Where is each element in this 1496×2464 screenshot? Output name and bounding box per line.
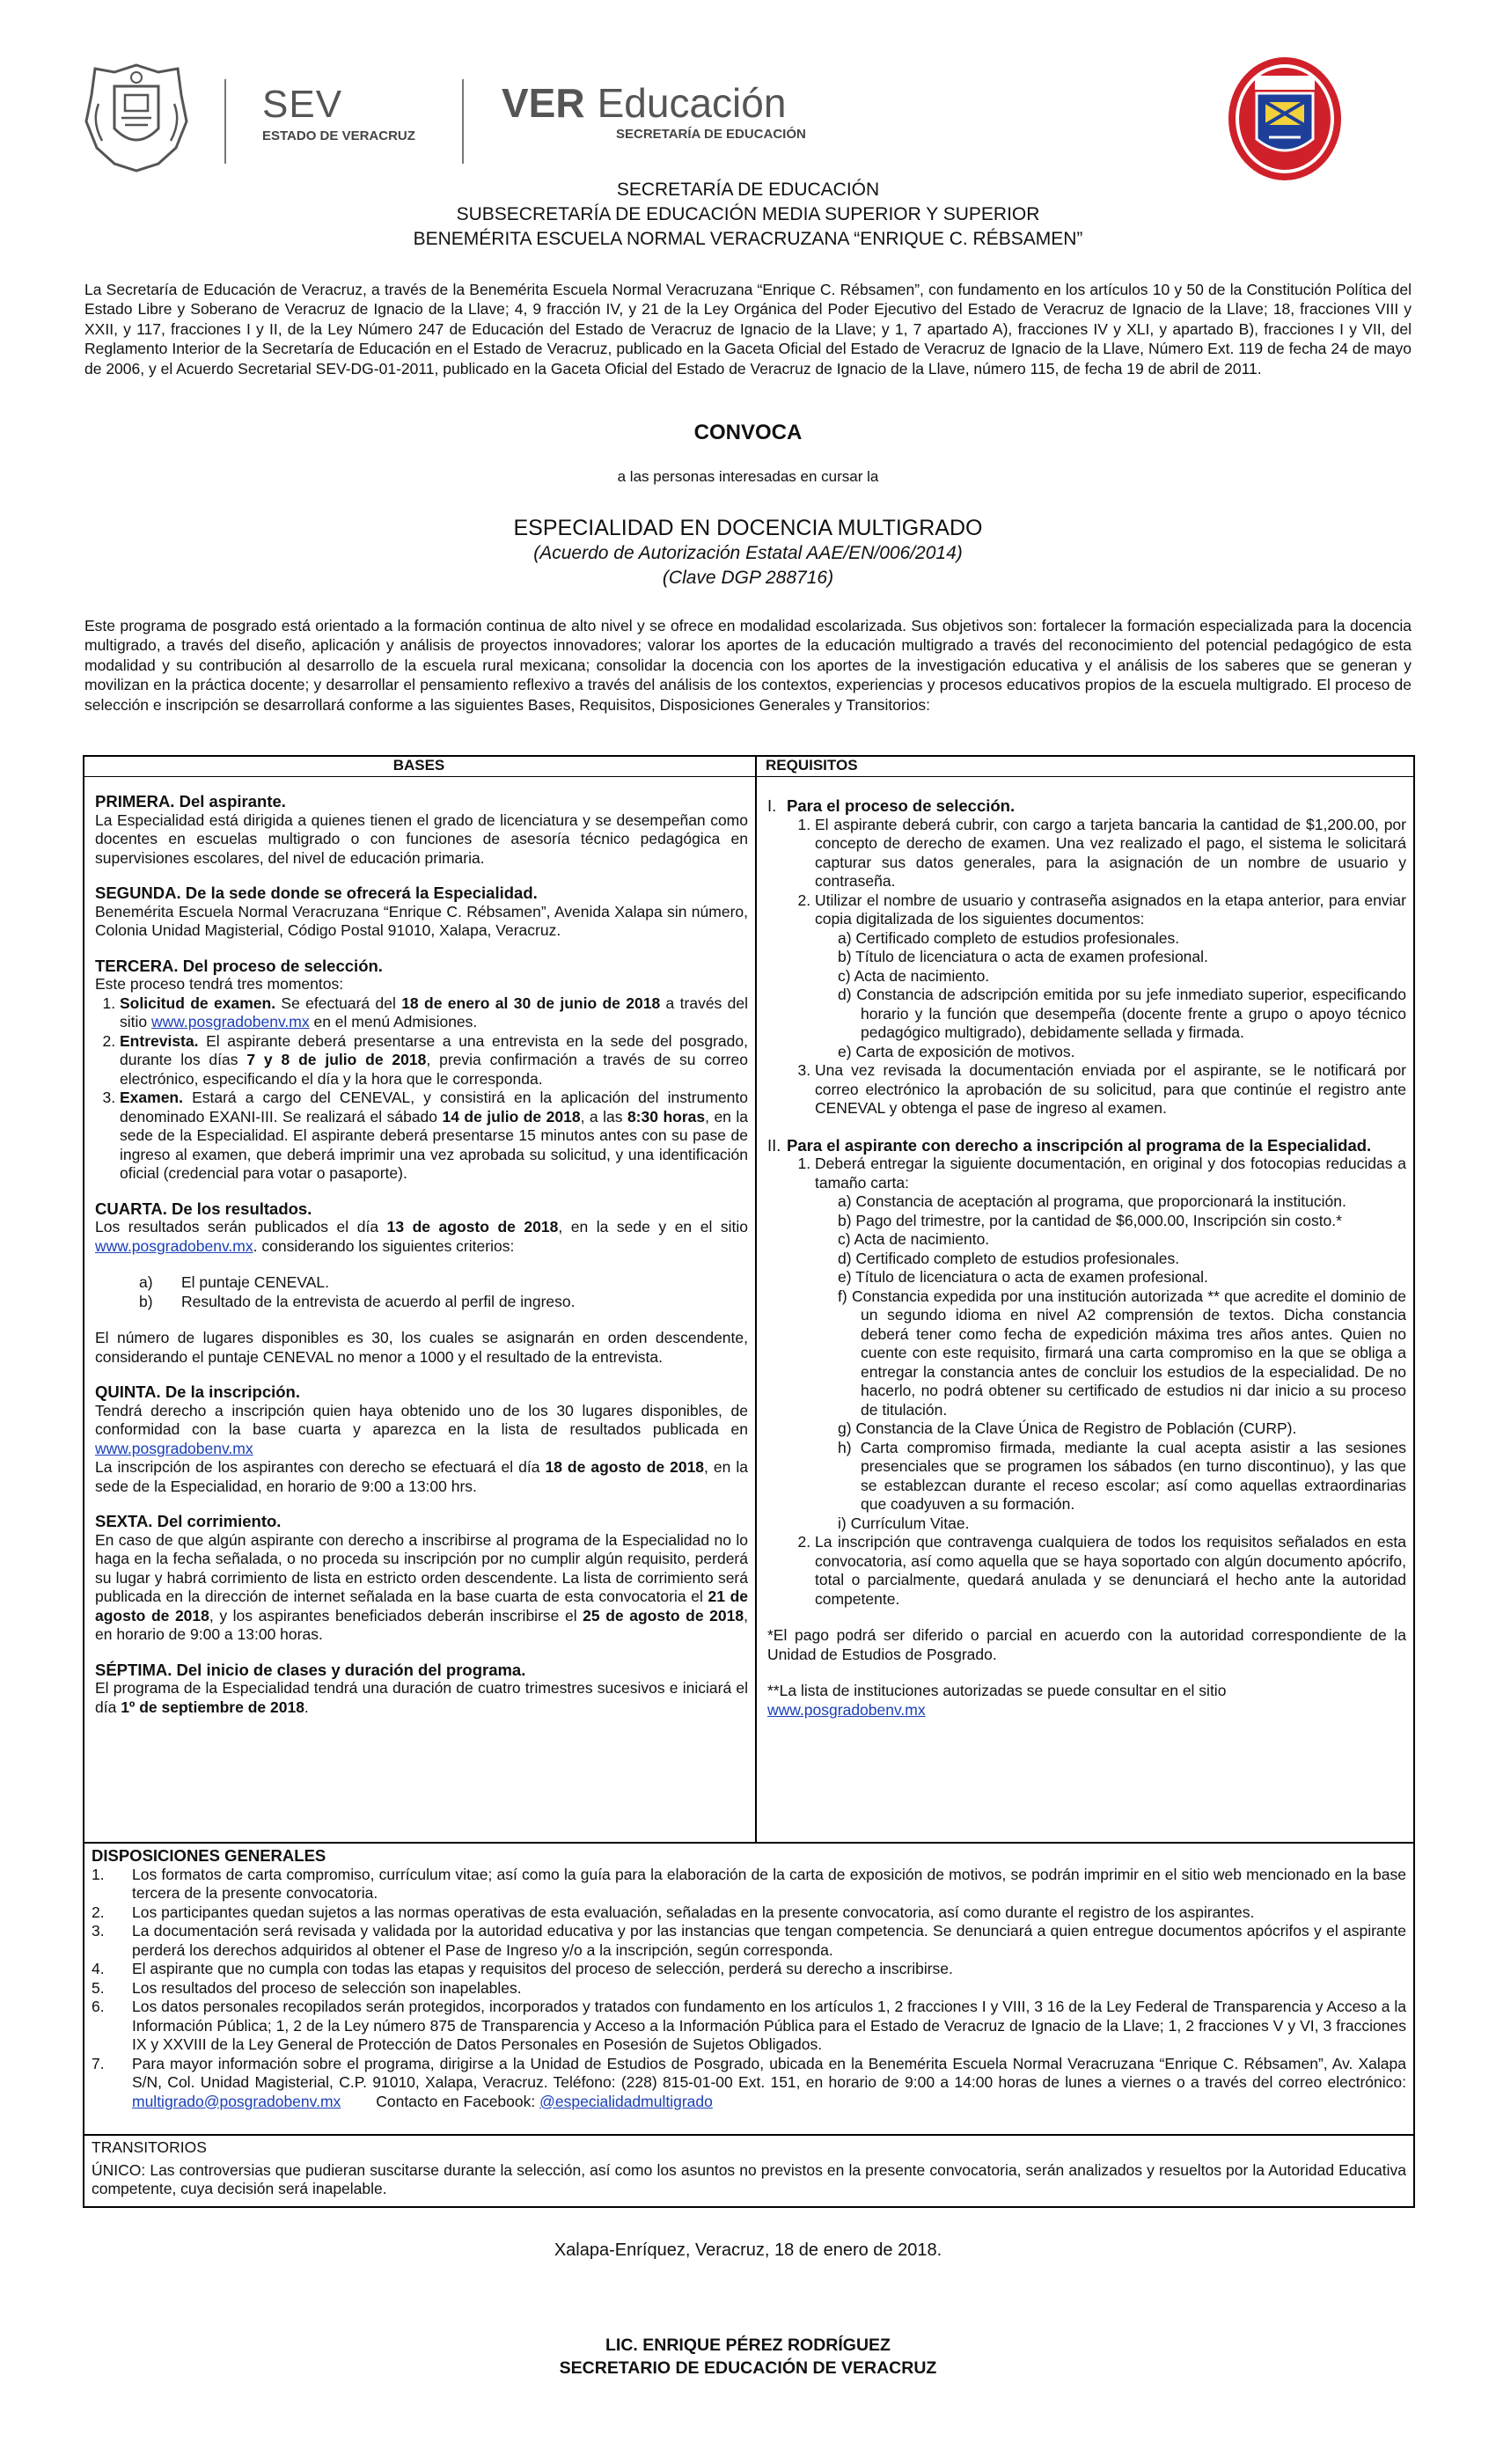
disposiciones-heading: DISPOSICIONES GENERALES xyxy=(92,1846,326,1865)
primera-text: La Especialidad está dirigida a quienes tienen el grado de licenciatura y se desempeñan como docentes en escuelas multigrado o con funciones de asesoría técnico pedagógica en supervisiones escolares, del nivel de educación primaria. xyxy=(95,810,748,867)
req-section-i-list xyxy=(767,816,1406,1118)
disposicion-item: 6. Los datos personales recopilados serán protegidos, incorporados y tratados con fundamento en los artículos 1, 2 fracciones I y VIII, 3 16 de la Ley Federal de Transparencia y Acceso a la Información Pública; 1, 2 de la Ley número 875 de Transparencia y Acceso a la Información Pública para el Estado de Veracruz de Ignacio de la Llave; 1, 2 fracciones V y VI, 3 fracciones IX y XXVIII de la Ley General de Protección de Datos Personales en Posesión de Sujetos Obligados. xyxy=(92,1998,1406,2053)
veracruz-coat-of-arms-icon xyxy=(79,60,194,174)
institution-header xyxy=(0,178,1496,252)
transitorios-section xyxy=(92,2138,1406,2199)
signer-position: SECRETARIO DE EDUCACIÓN DE VERACRUZ xyxy=(559,2358,937,2378)
req-item: 2. Utilizar el nombre de usuario y contraseña asignados en la etapa anterior, para enviar copia digitalizada de los siguientes documentos: a) Certificado completo de estudios profesionales. b) Título de licenciatura o acta de examen profesional. c) Acta de nacimiento. d) Constancia de adscripción emitida por su jefe inmediato superior, especificando horario y la función que desempeña (docente frente a grupo o apoyo técnico pedagógico multigrado), debidamente sellada y firmada. e) Carta de exposición de motivos. xyxy=(815,891,1406,1062)
req-section-i-title: I. Para el proceso de selección. xyxy=(767,796,1016,815)
quinta-text: Tendrá derecho a inscripción quien haya obtenido uno de los 30 lugares disponibles, de conformidad con la base cuarta y aparezca en la lista de resultados publicada en www.posgradobenv.mx xyxy=(95,1401,748,1457)
req-item: 3. Una vez revisada la documentación enviada por el aspirante, se le notificará por correo electrónico la aprobación de su solicitud, para que continúe el registro ante CENEVAL y obtenga el pase de ingreso al examen. xyxy=(815,1061,1406,1118)
cuarta-text: Los resultados serán publicados el día 13 de agosto de 2018, en la sede y en el sitio www.posgradobenv.mx. considerando los siguientes criterios: xyxy=(95,1218,748,1255)
sev-logo-subtitle: ESTADO DE VERACRUZ xyxy=(262,128,415,143)
header-line-3: BENEMÉRITA ESCUELA NORMAL VERACRUZANA “ENRIQUE C. RÉBSAMEN” xyxy=(413,229,1083,249)
req-item: 2. La inscripción que contravenga cualquiera de todos los requisitos señalados en esta convocatoria, así como aquella que se haya soportado con algún documento apócrifo, total o parcialmente, quedará anulada y se denunciará el hecho ante la autoridad competente. xyxy=(815,1533,1406,1609)
requisitos-column xyxy=(767,796,1406,1720)
cuarta-places: El número de lugares disponibles es 30, los cuales se asignarán en orden descendente, considerando el puntaje CENEVAL no menor a 1000 y el resultado de la entrevista. xyxy=(95,1329,748,1366)
posgrado-link[interactable]: www.posgradobenv.mx xyxy=(767,1700,926,1719)
section-divider xyxy=(83,2134,1415,2136)
primera-title: PRIMERA. Del aspirante. xyxy=(95,792,286,810)
tercera-steps xyxy=(95,994,748,1184)
req-item: 1. Deberá entregar la siguiente documentación, en original y dos fotocopias reducidas a tamaño carta: a) Constancia de aceptación al programa, que proporcionará la institución. b) Pago del trimestre, por la cantidad de $6,000.00, Inscripción sin costo.* c) Acta de nacimiento. d) Certificado completo de estudios profesionales. e) Título de licenciatura o acta de examen profesional. f) Constancia expedida por una institución autorizada ** que acredite el dominio de un segundo idioma en nivel A2 comprensión de textos. Dicha constancia deberá tener como fecha de expedición máxima tres años antes. Quien no cuente con este requisito, firmará una carta compromiso en la que se obliga a entregar la constancia antes de concluir los estudios de la especialidad. De no hacerlo, no podrá obtener su certificado de estudios ni dar inicio a su proceso de titulación. g) Constancia de la Clave Única de Registro de Población (CURP). h) Carta compromiso firmada, mediante la cual acepta asistir a las sesiones presenciales que se programen los sábados (en turno discontinuo), y las que se establezcan durante el receso escolar; así como aquellas extraordinarias que coadyuven a su formación. i) Currículum Vitae. xyxy=(815,1155,1406,1533)
place-date: Xalapa-Enríquez, Veracruz, 18 de enero de 2018. xyxy=(554,2240,942,2260)
preamble-paragraph: La Secretaría de Educación de Veracruz, a través de la Benemérita Escuela Normal Veracruzana “Enrique C. Rébsamen”, con fundamento en los artículos 10 y 50 de la Constitución Política del Estado Libre y Soberano de Veracruz de Ignacio de la Llave; 4, 9 fracción IV, y 21 de la Ley Orgánica del Poder Ejecutivo del Estado de Veracruz de Ignacio de la Llave; 18, fracciones VIII y XXII, y 117, fracciones I y II, de la Ley Número 247 de Educación del Estado de Veracruz de Ignacio de la Llave; y 1, 7 apartado A), fracciones IV y XLI, y apartado B), fracciones I y VII, del Reglamento Interior de la Secretaría de Educación en el Estado de Veracruz, publicado en la Gaceta Oficial del Estado de Veracruz de Ignacio de la Llave, Número Ext. 119 de fecha 24 de mayo de 2006, y el Acuerdo Secretarial SEV-DG-01-2011, publicado en la Gaceta Oficial del Estado de Veracruz de Ignacio de la Llave, número 115, de fecha 19 de abril de 2011. xyxy=(84,281,1412,378)
disposicion-item: 1. Los formatos de carta compromiso, currículum vitae; así como la guía para la elaboración de la carta de exposición de motivos, se podrán imprimir en el sitio web mencionado en la base tercera de la presente convocatoria. xyxy=(92,1865,1406,1902)
bases-heading: BASES xyxy=(392,757,445,774)
disposiciones-section xyxy=(92,1846,1406,2111)
req-inscription-docs: a) Constancia de aceptación al programa, que proporcionará la institución. b) Pago del trimestre, por la cantidad de $6,000.00, Inscripción sin costo.* c) Acta de nacimiento. d) Certificado completo de estudios profesionales. e) Título de licenciatura o acta de examen profesional. f) Constancia expedida por una institución autorizada ** que acredite el dominio de un segundo idioma en nivel A2 comprensión de textos. Dicha constancia deberá tener como fecha de expedición máxima tres años antes. Quien no cuente con este requisito, firmará una carta compromiso en la que se obliga a entregar la constancia antes de concluir los estudios de la especialidad. De no hacerlo, no podrá obtener su certificado de estudios ni dar inicio a su proceso de titulación. g) Constancia de la Clave Única de Registro de Población (CURP). h) Carta compromiso firmada, mediante la cual acepta asistir a las sesiones presenciales que se programen los sábados (en turno discontinuo), y las que se establezcan durante el receso escolar; así como aquellas extraordinarias que coadyuven a su formación. i) Currículum Vitae. xyxy=(838,1192,1406,1532)
segunda-text: Benemérita Escuela Normal Veracruzana “Enrique C. Rébsamen”, Avenida Xalapa sin número, Colonia Unidad Magisterial, Código Postal 91010, Xalapa, Veracruz. xyxy=(95,902,748,939)
logo-divider xyxy=(462,79,464,164)
section-divider xyxy=(83,1842,1415,1844)
ver-logo-bold: VER xyxy=(502,80,585,126)
disposicion-item: 4. El aspirante que no cumpla con todas las etapas y requisitos del proceso de selección, perderá su derecho a inscribirse. xyxy=(92,1960,953,1977)
sev-logo xyxy=(262,83,415,143)
step-entrevista: 2. Entrevista. El aspirante deberá presentarse a una entrevista en la sede del posgrado, durante los días 7 y 8 de julio de 2018, previa confirmación a través de su correo electrónico, especificando el día y la hora que le corresponda. xyxy=(120,1032,748,1089)
requisitos-heading: REQUISITOS xyxy=(766,757,858,774)
institutions-note: **La lista de instituciones autorizadas se puede consultar en el sitio www.posgradobenv.mx xyxy=(767,1682,1227,1719)
quinta-title: QUINTA. De la inscripción. xyxy=(95,1382,301,1401)
signature-block xyxy=(0,2334,1496,2380)
program-description: Este programa de posgrado está orientado a la formación continua de alto nivel y se ofrece en modalidad escolarizada. Sus objetivos son: fortalecer la formación especializada para la docencia multigrado, a través del diseño, aplicación y análisis de proyectos innovadores; valorar los aportes de la educación multigrado a través del reconocimiento del potencial pedagógico de esta modalidad y su contribución al desarrollo de la escuela rural mexicana; consolidar la docencia con los aportes de la investigación educativa y el análisis de los saberes que se generan y movilizan en la práctica docente; y desarrollar el pensamiento reflexivo a través del análisis de los contextos, experiencias y procesos educativos propios de la escuela multigrado. El proceso de selección e inscripción se desarrollará conforme a las siguientes Bases, Requisitos, Disposiciones Generales y Transitorios: xyxy=(84,617,1412,714)
transitorios-text: ÚNICO: Las controversias que pudieran suscitarse durante la selección, así como los asuntos no previstos en la presente convocatoria, serán analizados y resueltos por la Autoridad Educativa competente, cuya decisión será inapelable. xyxy=(92,2160,1406,2197)
req-section-ii-list xyxy=(767,1155,1406,1609)
septima-title: SÉPTIMA. Del inicio de clases y duración del programa. xyxy=(95,1660,526,1679)
sexta-title: SEXTA. Del corrimiento. xyxy=(95,1512,282,1530)
transitorios-heading: TRANSITORIOS xyxy=(92,2138,207,2156)
column-divider xyxy=(755,755,757,1844)
disposicion-item: 7. Para mayor información sobre el programa, dirigirse a la Unidad de Estudios de Posgrado, ubicada en la Benemérita Escuela Normal Veracruzana “Enrique C. Rébsamen”, Av. Xalapa S/N, Col. Unidad Magisterial, C.P. 91010, Xalapa, Veracruz. Teléfono: (228) 815-01-00 Ext. 151, en horario de 9:00 a 14:00 horas de lunes a viernes o a través del correo electrónico: multigrado@posgradobenv.mx Contacto en Facebook: @especialidadmultigrado xyxy=(92,2054,1406,2110)
intro-line: a las personas interesadas en cursar la xyxy=(617,468,879,485)
payment-note: *El pago podrá ser diferido o parcial en acuerdo con la autoridad correspondiente de la Unidad de Estudios de Posgrado. xyxy=(767,1626,1406,1663)
disposicion-item: 5. Los resultados del proceso de selección son inapelables. xyxy=(92,1978,522,1997)
header-line-1: SECRETARÍA DE EDUCACIÓN xyxy=(616,180,880,200)
sexta-text: En caso de que algún aspirante con derecho a inscribirse al programa de la Especialidad no lo haga en la fecha señalada, o no proceda su inscripción por no cumplir algún requisito, perderá su lugar y habrá corrimiento de lista en estricto orden descendente. La lista de corrimiento será publicada en la dirección de internet señalada en la base cuarta de esta convocatoria el 21 de agosto de 2018, y los aspirantes beneficiados deberán inscribirse el 25 de agosto de 2018, en horario de 9:00 a 13:00 horas. xyxy=(95,1530,749,1643)
disposicion-item: 3. La documentación será revisada y validada por la autoridad educativa y por las instancias que tengan competencia. Se denunciará a quien entregue documentos apócrifos y el aspirante perderá los derechos adquiridos al obtener el Pase de Ingreso y/o a la inscripción, según corresponda. xyxy=(92,1922,1406,1959)
program-clave: (Clave DGP 288716) xyxy=(662,568,834,588)
logo-row xyxy=(79,53,1417,194)
disposicion-item: 2. Los participantes quedan sujetos a las normas operativas de esta evaluación, señaladas en la presente convocatoria, así como durante el registro de los aspirantes. xyxy=(92,1903,1255,1921)
program-agreement: (Acuerdo de Autorización Estatal AAE/EN/006/2014) xyxy=(533,543,963,563)
step-examen: 3. Examen. Estará a cargo del CENEVAL, y consistirá en la aplicación del instrumento denominado EXANI-III. Se realizará el sábado 14 de julio de 2018, a las 8:30 horas, en la sede de la Especialidad. El aspirante deberá presentarse 15 minutos antes con su pase de ingreso al examen, que deberá imprimir una vez aprobada su solicitud, y una identificación oficial (credencial para votar o pasaporte). xyxy=(120,1089,748,1184)
posgrado-link[interactable]: www.posgradobenv.mx xyxy=(150,1013,310,1030)
step-solicitud: 1. Solicitud de examen. Se efectuará del 18 de enero al 30 de junio de 2018 a través del sitio www.posgradobenv.mx en el menú Admisiones. xyxy=(120,994,748,1032)
ver-educacion-logo xyxy=(502,79,806,142)
ver-logo-subtitle: SECRETARÍA DE EDUCACIÓN xyxy=(616,127,806,142)
convoca-heading: CONVOCA xyxy=(693,421,803,444)
bases-header-rule xyxy=(83,776,757,777)
email-link[interactable]: multigrado@posgradobenv.mx xyxy=(132,2092,341,2110)
cuarta-criteria: a) El puntaje CENEVAL. b) Resultado de la entrevista de acuerdo al perfil de ingreso. xyxy=(139,1273,576,1310)
bases-column xyxy=(95,792,748,1717)
posgrado-link[interactable]: www.posgradobenv.mx xyxy=(95,1439,253,1457)
tercera-title: TERCERA. Del proceso de selección. xyxy=(95,956,383,975)
req-documents: a) Certificado completo de estudios profesionales. b) Título de licenciatura o acta de examen profesional. c) Acta de nacimiento. d) Constancia de adscripción emitida por su jefe inmediato superior, especificando horario y la función que desempeña (docente frente a grupo o apoyo técnico pedagógico multigrado), debidamente sellada y firmada. e) Carta de exposición de motivos. xyxy=(838,928,1406,1060)
disposiciones-list xyxy=(92,1866,1406,2055)
quinta-date-text: La inscripción de los aspirantes con derecho se efectuará el día 18 de agosto de 2018, en la sede de la Especialidad, en horario de 9:00 a 13:00 hrs. xyxy=(95,1458,748,1495)
sev-logo-name: SEV xyxy=(262,83,343,126)
logo-divider xyxy=(224,79,226,164)
program-codes xyxy=(0,541,1496,590)
req-section-ii-title: II. Para el aspirante con derecho a inscripción al programa de la Especialidad. xyxy=(767,1135,1372,1155)
program-title: ESPECIALIDAD EN DOCENCIA MULTIGRADO xyxy=(513,516,983,540)
signer-name: LIC. ENRIQUE PÉREZ RODRÍGUEZ xyxy=(605,2336,891,2355)
benv-school-seal-icon xyxy=(1223,53,1346,185)
requisitos-header-rule xyxy=(755,776,1415,777)
ver-logo-name: Educación xyxy=(597,80,787,126)
tercera-intro: Este proceso tendrá tres momentos: xyxy=(95,975,344,993)
header-line-2: SUBSECRETARÍA DE EDUCACIÓN MEDIA SUPERIOR Y SUPERIOR xyxy=(456,204,1040,224)
req-item: 1. El aspirante deberá cubrir, con cargo a tarjeta bancaria la cantidad de $1,200.00, por concepto de derecho de examen. Una vez realizado el pago, el sistema le solicitará capturar sus datos generales, para la asignación de un nombre de usuario y contraseña. xyxy=(815,816,1406,891)
segunda-title: SEGUNDA. De la sede donde se ofrecerá la Especialidad. xyxy=(95,884,538,902)
facebook-link[interactable]: @especialidadmultigrado xyxy=(539,2092,713,2110)
septima-text: El programa de la Especialidad tendrá una duración de cuatro trimestres sucesivos e iniciará el día 1º de septiembre de 2018. xyxy=(95,1679,748,1716)
posgrado-link[interactable]: www.posgradobenv.mx xyxy=(95,1236,253,1255)
cuarta-title: CUARTA. De los resultados. xyxy=(95,1199,312,1218)
